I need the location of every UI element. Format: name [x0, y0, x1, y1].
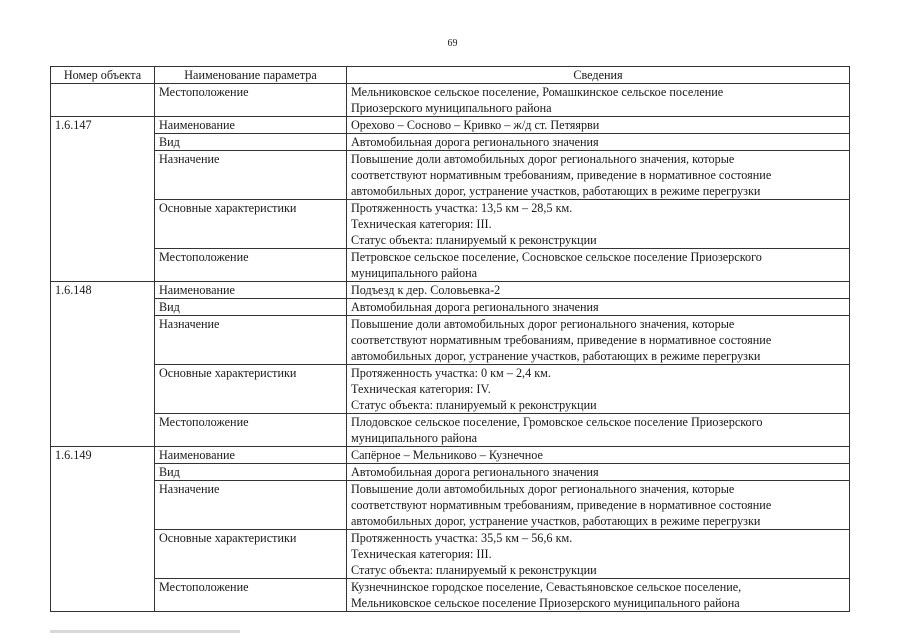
information-line: автомобильных дорог, устранение участков, работающих в режиме перегрузки: [351, 184, 761, 198]
information-line: Петровское сельское поселение, Сосновское сельское поселение Приозерского: [351, 250, 762, 264]
information-cell: [347, 249, 850, 282]
object-number-cell: 1.6.149: [51, 447, 155, 612]
header-information: Сведения: [347, 67, 850, 84]
table-row: [51, 117, 850, 134]
parameter-name-cell: Местоположение: [155, 414, 347, 447]
information-line: соответствуют нормативным требованиям, приведение в нормативное состояние: [351, 168, 772, 182]
information-line: Плодовское сельское поселение, Громовское сельское поселение Приозерского: [351, 415, 763, 429]
information-line: Статус объекта: планируемый к реконструкции: [351, 398, 597, 412]
parameter-name-cell: Наименование: [155, 282, 347, 299]
information-line: Автомобильная дорога регионального значения: [351, 135, 599, 149]
table-row: [51, 481, 850, 530]
information-line: Повышение доли автомобильных дорог регионального значения, которые: [351, 152, 735, 166]
parameter-name-cell: Местоположение: [155, 84, 347, 117]
parameter-name-cell: Назначение: [155, 151, 347, 200]
object-number-cell: 1.6.148: [51, 282, 155, 447]
information-line: Протяженность участка: 13,5 км – 28,5 км.: [351, 201, 573, 215]
information-line: Повышение доли автомобильных дорог регионального значения, которые: [351, 317, 735, 331]
header-object-number: Номер объекта: [51, 67, 155, 84]
parameter-name-cell: Наименование: [155, 447, 347, 464]
information-cell: [347, 530, 850, 579]
information-line: Подъезд к дер. Соловьевка-2: [351, 283, 501, 297]
table-row: [51, 299, 850, 316]
information-cell: [347, 200, 850, 249]
information-cell: [347, 414, 850, 447]
parameter-name-cell: Основные характеристики: [155, 530, 347, 579]
information-line: Повышение доли автомобильных дорог регионального значения, которые: [351, 482, 735, 496]
object-number-cell: 1.6.147: [51, 117, 155, 282]
header-parameter-name: Наименование параметра: [155, 67, 347, 84]
information-line: муниципального района: [351, 431, 478, 445]
information-line: Протяженность участка: 35,5 км – 56,6 км.: [351, 531, 573, 545]
table-row: [51, 365, 850, 414]
information-cell: [347, 579, 850, 612]
parameter-name-cell: Вид: [155, 299, 347, 316]
information-line: автомобильных дорог, устранение участков, работающих в режиме перегрузки: [351, 349, 761, 363]
information-line: Статус объекта: планируемый к реконструкции: [351, 233, 597, 247]
table-row: [51, 249, 850, 282]
information-line: Мельниковское сельское поселение Приозерского муниципального района: [351, 596, 740, 610]
parameters-table: [50, 66, 850, 612]
information-line: Кузнечнинское городское поселение, Севастьяновское сельское поселение,: [351, 580, 742, 594]
information-cell: [347, 117, 850, 134]
object-number-cell: [51, 84, 155, 117]
parameter-name-cell: Назначение: [155, 481, 347, 530]
parameter-name-cell: Местоположение: [155, 579, 347, 612]
parameter-name-cell: Вид: [155, 464, 347, 481]
information-line: Автомобильная дорога регионального значения: [351, 465, 599, 479]
parameter-name-cell: Основные характеристики: [155, 365, 347, 414]
information-cell: [347, 151, 850, 200]
information-line: Статус объекта: планируемый к реконструкции: [351, 563, 597, 577]
table-row: [51, 414, 850, 447]
information-cell: [347, 447, 850, 464]
page-number: 69: [447, 38, 458, 49]
table-row: [51, 464, 850, 481]
information-line: муниципального района: [351, 266, 478, 280]
table-body: [51, 84, 850, 612]
parameter-name-cell: Местоположение: [155, 249, 347, 282]
information-line: Техническая категория: IV.: [351, 382, 491, 396]
information-line: Орехово – Сосново – Кривко – ж/д ст. Петяярви: [351, 118, 600, 132]
information-line: Техническая категория: III.: [351, 217, 492, 231]
table-row: [51, 134, 850, 151]
information-cell: [347, 299, 850, 316]
parameter-name-cell: Основные характеристики: [155, 200, 347, 249]
information-line: Протяженность участка: 0 км – 2,4 км.: [351, 366, 551, 380]
table-row: [51, 200, 850, 249]
table-row: [51, 151, 850, 200]
information-cell: [347, 464, 850, 481]
information-cell: [347, 282, 850, 299]
table-header-row: [51, 67, 850, 84]
scan-artifact: [50, 630, 240, 633]
table-row: [51, 579, 850, 612]
information-cell: [347, 134, 850, 151]
information-line: Приозерского муниципального района: [351, 101, 552, 115]
information-cell: [347, 365, 850, 414]
table-row: [51, 530, 850, 579]
parameter-name-cell: Наименование: [155, 117, 347, 134]
information-line: соответствуют нормативным требованиям, приведение в нормативное состояние: [351, 498, 772, 512]
table-row: [51, 447, 850, 464]
parameter-name-cell: Вид: [155, 134, 347, 151]
information-line: Мельниковское сельское поселение, Ромашкинское сельское поселение: [351, 85, 724, 99]
table-row: [51, 84, 850, 117]
table-row: [51, 316, 850, 365]
information-cell: [347, 481, 850, 530]
information-cell: [347, 316, 850, 365]
information-line: Сапёрное – Мельниково – Кузнечное: [351, 448, 543, 462]
table-row: [51, 282, 850, 299]
information-cell: [347, 84, 850, 117]
parameter-name-cell: Назначение: [155, 316, 347, 365]
information-line: Автомобильная дорога регионального значения: [351, 300, 599, 314]
information-line: Техническая категория: III.: [351, 547, 492, 561]
information-line: автомобильных дорог, устранение участков, работающих в режиме перегрузки: [351, 514, 761, 528]
information-line: соответствуют нормативным требованиям, приведение в нормативное состояние: [351, 333, 772, 347]
